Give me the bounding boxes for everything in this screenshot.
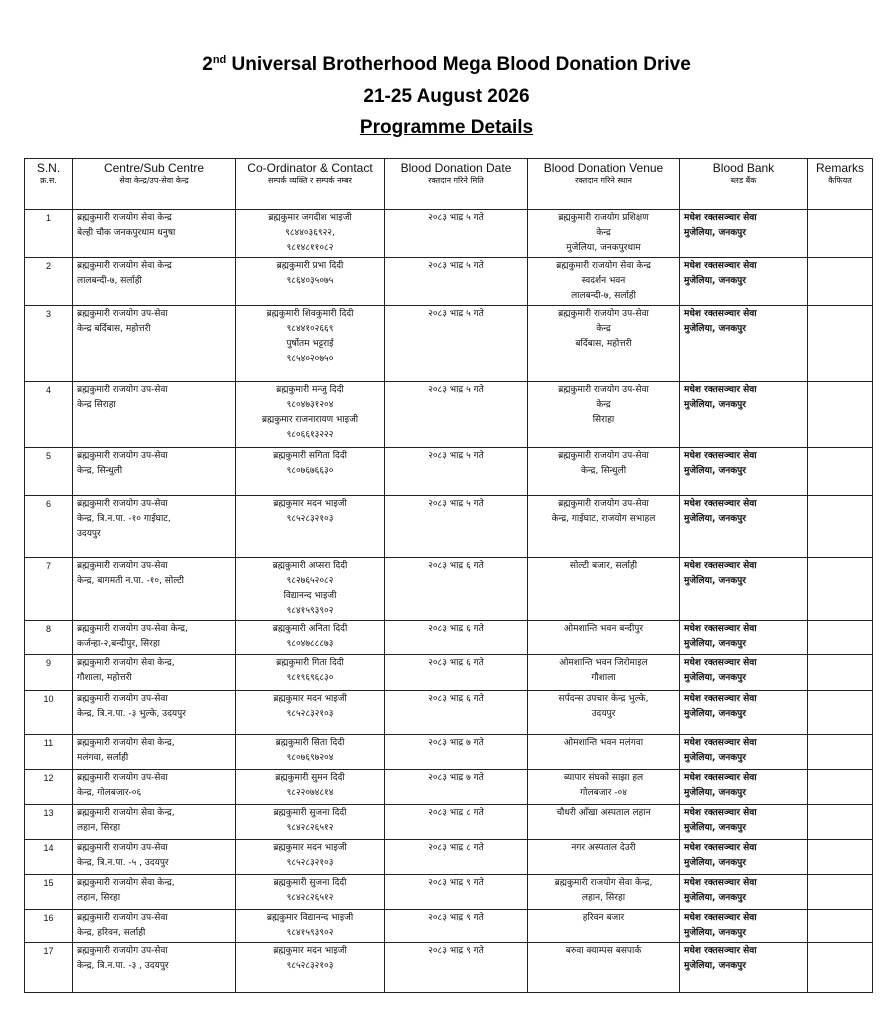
cell-centre [73, 258, 236, 306]
cell-sn: 9 [25, 655, 73, 691]
blood-bank-line: मुजेलिया, जनकपुर [684, 324, 746, 334]
centre-line: केन्द्र, गोलबजार-०६ [77, 788, 142, 798]
cell-date: २०८३ भाद्र ८ गते [385, 805, 528, 840]
cell-contact [236, 691, 385, 735]
centre-line: केन्द्र सिराहा [77, 400, 116, 410]
cell-sn: 17 [25, 943, 73, 993]
cell-venue [528, 210, 680, 258]
venue-line: ब्रह्मकुमारी राजयोग प्रशिक्षण [558, 213, 649, 223]
venue-line: लालबन्दी-७, सर्लाही [571, 291, 636, 301]
cell-blood-bank [680, 943, 808, 993]
contact-line: ९८०४७३१२०४ [286, 400, 334, 410]
blood-bank-line: मधेश रक्तसञ्चार सेवा [684, 843, 757, 853]
cell-date: २०८३ भाद्र ५ गते [385, 382, 528, 448]
cell-date: २०८३ भाद्र ९ गते [385, 875, 528, 910]
cell-venue [528, 735, 680, 770]
blood-bank-line: मुजेलिया, जनकपुर [684, 961, 746, 971]
blood-bank-line: मुजेलिया, जनकपुर [684, 823, 746, 833]
cell-remarks [808, 258, 873, 306]
blood-bank-line: मधेश रक्तसञ्चार सेवा [684, 658, 757, 668]
venue-line: सिराहा [592, 415, 615, 425]
cell-blood-bank [680, 910, 808, 943]
table-row [25, 382, 873, 448]
blood-bank-line: मुजेलिया, जनकपुर [684, 753, 746, 763]
cell-remarks [808, 805, 873, 840]
contact-line: विद्यानन्द भाइजी [283, 591, 337, 601]
centre-line: ब्रह्मकुमारी राजयोग सेवा केन्द्र [77, 261, 172, 271]
centre-line: ब्रह्मकुमारी राजयोग सेवा केन्द्र, [77, 658, 175, 668]
contact-line: ९८५४०२०७५० [286, 354, 334, 364]
centre-line: ब्रह्मकुमारी राजयोग उप-सेवा केन्द्र, [77, 624, 188, 634]
contact-line: पुर्षोतम भट्टराई [286, 339, 334, 349]
cell-date: २०८३ भाद्र ५ गते [385, 258, 528, 306]
cell-blood-bank [680, 655, 808, 691]
cell-centre [73, 382, 236, 448]
cell-remarks [808, 306, 873, 382]
blood-bank-line: मधेश रक्तसञ्चार सेवा [684, 261, 757, 271]
cell-centre [73, 943, 236, 993]
table-row [25, 306, 873, 382]
cell-contact [236, 448, 385, 496]
venue-line: सोल्टी बजार, सर्लाही [569, 561, 638, 571]
cell-remarks [808, 621, 873, 655]
cell-remarks [808, 496, 873, 558]
contact-line: ब्रह्मकुमारी सगिता दिदी [273, 451, 347, 461]
cell-blood-bank [680, 875, 808, 910]
table-row [25, 875, 873, 910]
cell-contact [236, 258, 385, 306]
centre-line: लहान, सिरहा [77, 893, 121, 903]
cell-remarks [808, 382, 873, 448]
contact-line: ब्रह्मकुमारी सिता दिदी [275, 738, 345, 748]
contact-line: ब्रह्मकुमार मदन भाइजी [273, 694, 347, 704]
cell-venue [528, 306, 680, 382]
venue-line: ओमशान्ति भवन मलंगवा [563, 738, 644, 748]
table-row [25, 621, 873, 655]
blood-bank-line: मधेश रक्तसञ्चार सेवा [684, 808, 757, 818]
cell-contact [236, 210, 385, 258]
cell-venue [528, 382, 680, 448]
cell-venue [528, 943, 680, 993]
centre-line: बेल्ही चौक जनकपुरधाम धनुषा [77, 228, 176, 238]
cell-blood-bank [680, 621, 808, 655]
centre-line: केन्द्र, त्रि.न.पा. -५ , उदयपुर [77, 858, 169, 868]
cell-remarks [808, 910, 873, 943]
contact-line: ९८१९६९६८३० [286, 673, 334, 683]
header-coordinator: Co-Ordinator & Contact सम्पर्क व्यक्ति र सम्पर्क नम्बर [236, 159, 385, 210]
cell-blood-bank [680, 691, 808, 735]
blood-bank-line: मुजेलिया, जनकपुर [684, 673, 746, 683]
contact-line: ९८०७६७६६३० [286, 466, 334, 476]
cell-sn: 4 [25, 382, 73, 448]
cell-contact [236, 496, 385, 558]
table-header-row [25, 159, 873, 210]
centre-line: ब्रह्मकुमारी राजयोग सेवा केन्द्र, [77, 878, 175, 888]
cell-remarks [808, 655, 873, 691]
blood-bank-line: मुजेलिया, जनकपुर [684, 709, 746, 719]
contact-line: ब्रह्मकुमार विद्यानन्द भाइजी [266, 913, 354, 923]
cell-remarks [808, 691, 873, 735]
venue-line: ब्रह्मकुमारी राजयोग सेवा केन्द्र, [554, 878, 653, 888]
cell-venue [528, 621, 680, 655]
centre-line: कर्जन्हा-२,बन्दीपुर, सिरहा [77, 639, 160, 649]
cell-contact [236, 558, 385, 621]
blood-bank-line: मधेश रक्तसञ्चार सेवा [684, 624, 757, 634]
venue-line: सर्पदन्स उपचार केन्द्र भुल्के, [558, 694, 649, 704]
contact-line: ९८४४०३६९२२, [285, 228, 335, 238]
cell-contact [236, 655, 385, 691]
contact-line: ब्रह्मकुमार मदन भाइजी [273, 946, 347, 956]
cell-date: २०८३ भाद्र ६ गते [385, 655, 528, 691]
table-row [25, 805, 873, 840]
contact-line: ९८४२८२६५१२ [286, 893, 334, 903]
cell-contact [236, 840, 385, 875]
contact-line: ९८६४०३५०७५ [286, 276, 334, 286]
contact-line: ९८१४८११०८२ [286, 243, 334, 253]
cell-contact [236, 382, 385, 448]
blood-bank-line: मधेश रक्तसञ्चार सेवा [684, 213, 757, 223]
programme-subtitle: Programme Details [359, 117, 534, 138]
contact-line: ९८५२८३२१०३ [286, 858, 334, 868]
cell-venue [528, 558, 680, 621]
cell-date: २०८३ भाद्र ५ गते [385, 448, 528, 496]
centre-line: केन्द्र, सिन्धुली [77, 466, 123, 476]
cell-contact [236, 910, 385, 943]
venue-line: केन्द्र [596, 228, 611, 238]
centre-line: ब्रह्मकुमारी राजयोग उप-सेवा [77, 913, 168, 923]
contact-line: ब्रह्मकुमार मदन भाइजी [273, 499, 347, 509]
header-venue: Blood Donation Venue रक्तदान गरिने स्थान [528, 159, 680, 210]
contact-line: ब्रह्मकुमारी प्रभा दिदी [276, 261, 344, 271]
table-row [25, 735, 873, 770]
cell-date: २०८३ भाद्र ५ गते [385, 210, 528, 258]
centre-line: ब्रह्मकुमारी राजयोग सेवा केन्द्र, [77, 738, 175, 748]
cell-centre [73, 910, 236, 943]
contact-line: ९८२७६५२०८२ [286, 576, 334, 586]
cell-date: २०८३ भाद्र ६ गते [385, 558, 528, 621]
centre-line: ब्रह्मकुमारी राजयोग उप-सेवा [77, 561, 168, 571]
cell-centre [73, 306, 236, 382]
venue-line: ओमशान्ति भवन बन्दीपुर [563, 624, 644, 634]
venue-line: ओमशान्ति भवन जिरोमाइल [559, 658, 648, 668]
cell-centre [73, 840, 236, 875]
contact-line: ब्रह्मकुमारी मन्जु दिदी [276, 385, 344, 395]
venue-line: ब्रह्मकुमारी राजयोग उप-सेवा [558, 451, 649, 461]
cell-contact [236, 735, 385, 770]
cell-blood-bank [680, 840, 808, 875]
contact-line: ब्रह्मकुमार राजनारायण भाइजी [261, 415, 359, 425]
cell-remarks [808, 943, 873, 993]
blood-bank-line: मधेश रक्तसञ्चार सेवा [684, 499, 757, 509]
cell-sn: 14 [25, 840, 73, 875]
venue-line: स्वदर्शन भवन [581, 276, 626, 286]
cell-centre [73, 558, 236, 621]
cell-venue [528, 875, 680, 910]
header-remarks: Remarks कैफियत [808, 159, 873, 210]
cell-sn: 2 [25, 258, 73, 306]
table-row [25, 770, 873, 805]
venue-line: ब्रह्मकुमारी राजयोग सेवा केन्द्र [556, 261, 651, 271]
cell-venue [528, 655, 680, 691]
contact-line: ब्रह्मकुमारी सुजना दिदी [273, 878, 347, 888]
cell-sn: 10 [25, 691, 73, 735]
blood-bank-line: मधेश रक्तसञ्चार सेवा [684, 309, 757, 319]
centre-line: मलंगवा, सर्लाही [77, 753, 129, 763]
blood-bank-line: मधेश रक्तसञ्चार सेवा [684, 451, 757, 461]
contact-line: ९८०७६९७२०४ [286, 753, 334, 763]
cell-sn: 5 [25, 448, 73, 496]
contact-line: ९८५२८३२१०३ [286, 514, 334, 524]
document-title: 2nd Universal Brotherhood Mega Blood Donation Drive [202, 54, 691, 75]
centre-line: लालबन्दी-७, सर्लाही [77, 276, 142, 286]
blood-bank-line: मधेश रक्तसञ्चार सेवा [684, 738, 757, 748]
centre-line: ब्रह्मकुमारी राजयोग उप-सेवा [77, 694, 168, 704]
cell-contact [236, 770, 385, 805]
cell-date: २०८३ भाद्र ६ गते [385, 621, 528, 655]
blood-bank-line: मुजेलिया, जनकपुर [684, 576, 746, 586]
cell-sn: 7 [25, 558, 73, 621]
blood-bank-line: मधेश रक्तसञ्चार सेवा [684, 946, 757, 956]
venue-line: गौशाला [591, 673, 616, 683]
contact-line: ब्रह्मकुमारी सुमन दिदी [275, 773, 345, 783]
contact-line: ब्रह्मकुमारी शिवकुमारी दिदी [266, 309, 354, 319]
venue-line: मुजेलिया, जनकपुरधाम [566, 243, 641, 253]
centre-line: केन्द्र बर्दिबास, महोत्तरी [77, 324, 151, 334]
cell-blood-bank [680, 805, 808, 840]
cell-centre [73, 875, 236, 910]
blood-bank-line: मधेश रक्तसञ्चार सेवा [684, 561, 757, 571]
programme-table [24, 158, 873, 993]
venue-line: ब्रह्मकुमारी राजयोग उप-सेवा [558, 499, 649, 509]
venue-line: केन्द्र [596, 400, 611, 410]
centre-line: ब्रह्मकुमारी राजयोग उप-सेवा [77, 451, 168, 461]
venue-line: लहान, सिरहा [581, 893, 626, 903]
cell-venue [528, 805, 680, 840]
cell-date: २०८३ भाद्र ७ गते [385, 735, 528, 770]
contact-line: ब्रह्मकुमारी गिता दिदी [276, 658, 344, 668]
cell-remarks [808, 840, 873, 875]
centre-line: ब्रह्मकुमारी राजयोग उप-सेवा [77, 309, 168, 319]
table-row [25, 655, 873, 691]
blood-bank-line: मधेश रक्तसञ्चार सेवा [684, 694, 757, 704]
blood-bank-line: मुजेलिया, जनकपुर [684, 928, 746, 938]
blood-bank-line: मुजेलिया, जनकपुर [684, 893, 746, 903]
cell-sn: 13 [25, 805, 73, 840]
contact-line: ९८४२८२६५१२ [286, 823, 334, 833]
table-row [25, 910, 873, 943]
cell-blood-bank [680, 210, 808, 258]
contact-line: ९८४१५९३९०२ [286, 928, 334, 938]
contact-line: ९८०४७८८८७३ [286, 639, 334, 649]
centre-line: केन्द्र, त्रि.न.पा. -३ , उदयपुर [77, 961, 169, 971]
cell-sn: 15 [25, 875, 73, 910]
cell-remarks [808, 448, 873, 496]
table-row [25, 943, 873, 993]
table-row [25, 691, 873, 735]
venue-line: हरिवन बजार [582, 913, 625, 923]
blood-bank-line: मुजेलिया, जनकपुर [684, 639, 746, 649]
blood-bank-line: मुजेलिया, जनकपुर [684, 228, 746, 238]
cell-centre [73, 210, 236, 258]
cell-venue [528, 840, 680, 875]
centre-line: केन्द्र, हरिवन, सर्लाही [77, 928, 146, 938]
blood-bank-line: मधेश रक्तसञ्चार सेवा [684, 913, 757, 923]
cell-contact [236, 621, 385, 655]
venue-line: केन्द्र, गाईघाट, राजयोग सभाहल [551, 514, 656, 524]
cell-centre [73, 621, 236, 655]
header-date: Blood Donation Date रक्तदान गरिने मिति [385, 159, 528, 210]
cell-centre [73, 735, 236, 770]
contact-line: ब्रह्मकुमारी अनिता दिदी [272, 624, 348, 634]
centre-line: उदयपुर [77, 529, 101, 539]
cell-remarks [808, 210, 873, 258]
cell-blood-bank [680, 770, 808, 805]
cell-centre [73, 496, 236, 558]
cell-date: २०८३ भाद्र ५ गते [385, 306, 528, 382]
cell-blood-bank [680, 448, 808, 496]
cell-contact [236, 306, 385, 382]
cell-blood-bank [680, 306, 808, 382]
cell-centre [73, 805, 236, 840]
venue-line: ब्रह्मकुमारी राजयोग उप-सेवा [558, 309, 649, 319]
cell-date: २०८३ भाद्र ६ गते [385, 691, 528, 735]
venue-line: ब्रह्मकुमारी राजयोग उप-सेवा [558, 385, 649, 395]
centre-line: ब्रह्मकुमारी राजयोग उप-सेवा [77, 385, 168, 395]
cell-sn: 1 [25, 210, 73, 258]
venue-line: बरुवा क्याम्पस बसपार्क [565, 946, 642, 956]
blood-bank-line: मुजेलिया, जनकपुर [684, 466, 746, 476]
contact-line: ब्रह्मकुमारी सुजना दिदी [273, 808, 347, 818]
centre-line: ब्रह्मकुमारी राजयोग उप-सेवा [77, 946, 168, 956]
venue-line: नगर अस्पताल देउरी [571, 843, 636, 853]
cell-remarks [808, 735, 873, 770]
blood-bank-line: मुजेलिया, जनकपुर [684, 858, 746, 868]
cell-venue [528, 770, 680, 805]
centre-line: ब्रह्मकुमारी राजयोग सेवा केन्द्र, [77, 808, 175, 818]
cell-sn: 11 [25, 735, 73, 770]
cell-venue [528, 258, 680, 306]
header-centre: Centre/Sub Centre सेवा केन्द्र/उप-सेवा केन्द्र [73, 159, 236, 210]
cell-centre [73, 691, 236, 735]
blood-bank-line: मुजेलिया, जनकपुर [684, 788, 746, 798]
cell-centre [73, 655, 236, 691]
cell-date: २०८३ भाद्र ५ गते [385, 496, 528, 558]
cell-venue [528, 691, 680, 735]
cell-blood-bank [680, 558, 808, 621]
contact-line: ब्रह्मकुमार मदन भाइजी [273, 843, 347, 853]
cell-contact [236, 805, 385, 840]
centre-line: केन्द्र, त्रि.न.पा. -१० गाईघाट, [77, 514, 171, 524]
blood-bank-line: मधेश रक्तसञ्चार सेवा [684, 878, 757, 888]
header-blood-bank: Blood Bank ब्लड बैंक [680, 159, 808, 210]
table-row [25, 496, 873, 558]
centre-line: ब्रह्मकुमारी राजयोग उप-सेवा [77, 843, 168, 853]
cell-blood-bank [680, 258, 808, 306]
header-sn: S.N. क्र.स. [25, 159, 73, 210]
contact-line: ९८२२०७४८१४ [286, 788, 334, 798]
cell-date: २०८३ भाद्र ८ गते [385, 840, 528, 875]
venue-line: बर्दिबास, महोत्तरी [575, 339, 632, 349]
table-row [25, 258, 873, 306]
cell-venue [528, 448, 680, 496]
cell-venue [528, 496, 680, 558]
venue-line: केन्द्र [596, 324, 611, 334]
cell-blood-bank [680, 496, 808, 558]
cell-centre [73, 448, 236, 496]
table-row [25, 448, 873, 496]
contact-line: ब्रह्मकुमार जगदीश भाइजी [268, 213, 352, 223]
cell-sn: 3 [25, 306, 73, 382]
blood-bank-line: मुजेलिया, जनकपुर [684, 276, 746, 286]
cell-centre [73, 770, 236, 805]
centre-line: ब्रह्मकुमारी राजयोग सेवा केन्द्र [77, 213, 172, 223]
venue-line: केन्द्र, सिन्धुली [580, 466, 627, 476]
blood-bank-line: मधेश रक्तसञ्चार सेवा [684, 385, 757, 395]
centre-line: केन्द्र, त्रि.न.पा. -३ भुल्के, उदयपुर [77, 709, 186, 719]
cell-sn: 8 [25, 621, 73, 655]
table-row [25, 210, 873, 258]
cell-sn: 6 [25, 496, 73, 558]
venue-line: चौधरी आँखा अस्पताल लहान [556, 808, 651, 818]
blood-bank-line: मुजेलिया, जनकपुर [684, 514, 746, 524]
contact-line: ९८५२८३२१०३ [286, 709, 334, 719]
cell-blood-bank [680, 382, 808, 448]
centre-line: ब्रह्मकुमारी राजयोग उप-सेवा [77, 499, 168, 509]
venue-line: गोलबजार -०४ [580, 788, 627, 798]
centre-line: केन्द्र, बागमती न.पा. -१०, सोल्टी [77, 576, 184, 586]
venue-line: उदयपुर [591, 709, 616, 719]
blood-bank-line: मुजेलिया, जनकपुर [684, 400, 746, 410]
table-row [25, 558, 873, 621]
cell-date: २०८३ भाद्र ७ गते [385, 770, 528, 805]
contact-line: ९८०६६१३२२२ [286, 430, 334, 440]
cell-remarks [808, 558, 873, 621]
cell-contact [236, 943, 385, 993]
cell-remarks [808, 770, 873, 805]
cell-remarks [808, 875, 873, 910]
cell-sn: 16 [25, 910, 73, 943]
table-row [25, 840, 873, 875]
centre-line: ब्रह्मकुमारी राजयोग उप-सेवा [77, 773, 168, 783]
cell-date: २०८३ भाद्र ९ गते [385, 910, 528, 943]
contact-line: ९८५२८३२१०३ [286, 961, 334, 971]
contact-line: ब्रह्मकुमारी अप्सरा दिदी [272, 561, 348, 571]
contact-line: ९८४१५९३९०२ [286, 606, 334, 616]
blood-bank-line: मधेश रक्तसञ्चार सेवा [684, 773, 757, 783]
centre-line: गौशाला, महोत्तरी [77, 673, 132, 683]
cell-blood-bank [680, 735, 808, 770]
cell-contact [236, 875, 385, 910]
cell-date: २०८३ भाद्र ९ गते [385, 943, 528, 993]
contact-line: ९८४४१०२६६९ [286, 324, 334, 334]
centre-line: लहान, सिरहा [77, 823, 121, 833]
cell-sn: 12 [25, 770, 73, 805]
venue-line: ब्यापार संघको साझा हल [563, 773, 644, 783]
event-dates: 21-25 August 2026 [363, 86, 530, 107]
cell-venue [528, 910, 680, 943]
